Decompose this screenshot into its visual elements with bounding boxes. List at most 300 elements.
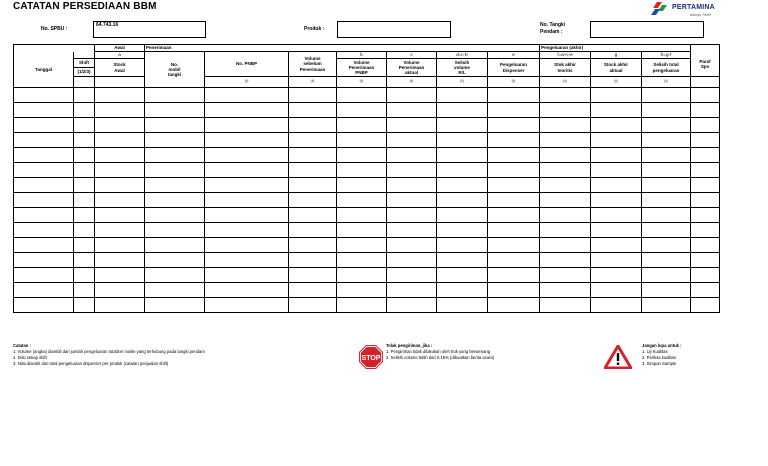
table-cell[interactable] bbox=[145, 103, 205, 118]
table-cell[interactable] bbox=[642, 298, 691, 313]
table-cell[interactable] bbox=[74, 223, 95, 238]
tangki-field[interactable] bbox=[590, 21, 704, 38]
table-cell[interactable] bbox=[145, 298, 205, 313]
table-cell[interactable] bbox=[540, 88, 591, 103]
tangki-label-line1: No. Tangki bbox=[540, 22, 566, 28]
table-cell[interactable] bbox=[691, 238, 720, 253]
table-cell[interactable] bbox=[95, 88, 145, 103]
spbu-label: No. SPBU : bbox=[41, 26, 68, 32]
table-cell[interactable] bbox=[387, 223, 437, 238]
table-cell[interactable] bbox=[642, 238, 691, 253]
col-selisih-line1: Selisih bbox=[454, 59, 470, 65]
table-cell[interactable] bbox=[14, 253, 74, 268]
col-selisih-total-line2: pengeluaran bbox=[652, 67, 680, 73]
table-cell[interactable] bbox=[437, 103, 488, 118]
table-cell[interactable] bbox=[74, 148, 95, 163]
header-cell-blank bbox=[14, 45, 95, 52]
ref-pnbp: (ii) bbox=[205, 77, 289, 88]
formula-f: f=a+c-e bbox=[540, 52, 591, 59]
table-row bbox=[14, 268, 720, 283]
table-cell[interactable] bbox=[14, 118, 74, 133]
table-cell[interactable] bbox=[488, 88, 540, 103]
table-cell[interactable] bbox=[437, 163, 488, 178]
table-cell[interactable] bbox=[591, 223, 642, 238]
table-cell[interactable] bbox=[145, 208, 205, 223]
table-cell[interactable] bbox=[205, 268, 289, 283]
table-cell[interactable] bbox=[337, 283, 387, 298]
table-cell[interactable] bbox=[205, 118, 289, 133]
table-cell[interactable] bbox=[289, 178, 337, 193]
table-cell[interactable] bbox=[540, 208, 591, 223]
pertamina-logo-icon bbox=[651, 2, 669, 16]
table-cell[interactable] bbox=[205, 283, 289, 298]
table-cell[interactable] bbox=[691, 298, 720, 313]
table-cell[interactable] bbox=[289, 148, 337, 163]
table-cell[interactable] bbox=[540, 118, 591, 133]
col-mobil-line1: No. bbox=[170, 61, 179, 67]
table-cell[interactable] bbox=[337, 298, 387, 313]
table-cell[interactable] bbox=[74, 283, 95, 298]
table-cell[interactable] bbox=[337, 193, 387, 208]
table-cell[interactable] bbox=[591, 88, 642, 103]
table-cell[interactable] bbox=[145, 268, 205, 283]
formula-g: g bbox=[591, 52, 642, 59]
table-cell[interactable] bbox=[205, 133, 289, 148]
table-cell[interactable] bbox=[642, 253, 691, 268]
table-cell[interactable] bbox=[540, 133, 591, 148]
table-cell[interactable] bbox=[642, 283, 691, 298]
table-cell[interactable] bbox=[642, 208, 691, 223]
col-stock-teoritis bbox=[540, 59, 591, 77]
table-cell[interactable] bbox=[540, 283, 591, 298]
ref-pengeluaran: (ii) bbox=[488, 77, 540, 88]
table-cell[interactable] bbox=[145, 193, 205, 208]
table-cell[interactable] bbox=[95, 193, 145, 208]
table-row bbox=[14, 208, 720, 223]
table-cell[interactable] bbox=[337, 208, 387, 223]
produk-field[interactable] bbox=[337, 21, 451, 38]
header-cell-blank bbox=[74, 77, 95, 88]
col-vol-pnbp-line1: Volume bbox=[353, 59, 370, 65]
table-cell[interactable] bbox=[289, 133, 337, 148]
col-mobil-line2: mobil bbox=[168, 66, 181, 72]
table-cell[interactable] bbox=[691, 103, 720, 118]
col-vol-pnbp-line2: Penerimaan bbox=[348, 64, 375, 70]
table-cell[interactable] bbox=[337, 178, 387, 193]
col-shift: Shift bbox=[74, 59, 95, 68]
col-stock-awal-line1: Stock bbox=[113, 62, 126, 68]
table-cell[interactable] bbox=[74, 88, 95, 103]
table-cell[interactable] bbox=[488, 253, 540, 268]
spbu-field[interactable] bbox=[93, 21, 206, 38]
table-cell[interactable] bbox=[14, 133, 74, 148]
table-cell[interactable] bbox=[14, 193, 74, 208]
jangan-title: Jangan lupa untuk : bbox=[642, 343, 682, 348]
warning-triangle-icon bbox=[604, 345, 632, 369]
table-cell[interactable] bbox=[642, 223, 691, 238]
jangan-item: 2. Periksa kualitas bbox=[642, 355, 676, 360]
table-cell[interactable] bbox=[488, 238, 540, 253]
table-cell[interactable] bbox=[145, 148, 205, 163]
table-cell[interactable] bbox=[14, 148, 74, 163]
table-cell[interactable] bbox=[145, 238, 205, 253]
table-cell[interactable] bbox=[74, 253, 95, 268]
table-cell[interactable] bbox=[95, 283, 145, 298]
table-cell[interactable] bbox=[691, 178, 720, 193]
table-cell[interactable] bbox=[387, 283, 437, 298]
table-cell[interactable] bbox=[540, 223, 591, 238]
table-cell[interactable] bbox=[205, 193, 289, 208]
ref-vol-sebelum: (ii) bbox=[289, 77, 337, 88]
table-body bbox=[14, 88, 720, 313]
table-row bbox=[14, 223, 720, 238]
table-cell[interactable] bbox=[642, 193, 691, 208]
table-cell[interactable] bbox=[691, 193, 720, 208]
col-stock-aktual-line2: aktual bbox=[609, 67, 623, 73]
group-awal: Awal bbox=[95, 45, 145, 52]
table-cell[interactable] bbox=[387, 208, 437, 223]
table-cell[interactable] bbox=[14, 208, 74, 223]
table-cell[interactable] bbox=[145, 118, 205, 133]
table-cell[interactable] bbox=[145, 133, 205, 148]
table-cell[interactable] bbox=[387, 178, 437, 193]
table-cell[interactable] bbox=[289, 238, 337, 253]
col-vol-aktual-line2: Penerimaan bbox=[398, 64, 425, 70]
table-cell[interactable] bbox=[14, 268, 74, 283]
table-cell[interactable] bbox=[642, 163, 691, 178]
col-vol-pnbp-line3: PNBP bbox=[355, 70, 368, 76]
table-row bbox=[14, 253, 720, 268]
table-cell[interactable] bbox=[337, 148, 387, 163]
stop-sign-text: STOP bbox=[361, 354, 381, 362]
table-row bbox=[14, 163, 720, 178]
table-cell[interactable] bbox=[95, 163, 145, 178]
table-row bbox=[14, 193, 720, 208]
table-cell[interactable] bbox=[387, 148, 437, 163]
table-cell[interactable] bbox=[74, 118, 95, 133]
table-cell[interactable] bbox=[74, 163, 95, 178]
col-shift-sub: (1/2/3) bbox=[74, 68, 95, 77]
table-cell[interactable] bbox=[691, 268, 720, 283]
table-cell[interactable] bbox=[691, 133, 720, 148]
table-cell[interactable] bbox=[540, 238, 591, 253]
table-cell[interactable] bbox=[14, 298, 74, 313]
table-cell[interactable] bbox=[591, 103, 642, 118]
table-cell[interactable] bbox=[95, 253, 145, 268]
table-cell[interactable] bbox=[95, 133, 145, 148]
group-pengeluaran: Pengeluaran (akhir) bbox=[540, 45, 691, 52]
table-cell[interactable] bbox=[74, 238, 95, 253]
table-cell[interactable] bbox=[488, 298, 540, 313]
table-cell[interactable] bbox=[691, 208, 720, 223]
table-cell[interactable] bbox=[591, 238, 642, 253]
col-stock-aktual bbox=[591, 59, 642, 77]
table-cell[interactable] bbox=[95, 223, 145, 238]
table-cell[interactable] bbox=[387, 88, 437, 103]
table-cell[interactable] bbox=[691, 223, 720, 238]
table-cell[interactable] bbox=[145, 178, 205, 193]
table-cell[interactable] bbox=[540, 148, 591, 163]
table-cell[interactable] bbox=[205, 103, 289, 118]
table-cell[interactable] bbox=[337, 133, 387, 148]
formula-b: b bbox=[337, 52, 387, 59]
jangan-section bbox=[642, 343, 732, 367]
table-cell[interactable] bbox=[691, 118, 720, 133]
table-cell[interactable] bbox=[74, 268, 95, 283]
table-cell[interactable] bbox=[205, 148, 289, 163]
col-pengeluaran-line1: Pengeluaran bbox=[500, 62, 528, 68]
table-cell[interactable] bbox=[540, 178, 591, 193]
table-cell[interactable] bbox=[488, 223, 540, 238]
ref-stock-teoritis: (ii) bbox=[540, 77, 591, 88]
table-cell[interactable] bbox=[387, 133, 437, 148]
table-cell[interactable] bbox=[387, 103, 437, 118]
col-vol-sebelum-line1: Volume bbox=[304, 56, 321, 62]
table-row bbox=[14, 298, 720, 313]
table-cell[interactable] bbox=[591, 253, 642, 268]
table-cell[interactable] bbox=[289, 298, 337, 313]
table-cell[interactable] bbox=[437, 283, 488, 298]
table-cell[interactable] bbox=[691, 283, 720, 298]
table-cell[interactable] bbox=[205, 223, 289, 238]
table-cell[interactable] bbox=[289, 88, 337, 103]
table-cell[interactable] bbox=[95, 268, 145, 283]
table-cell[interactable] bbox=[145, 163, 205, 178]
table-cell[interactable] bbox=[95, 298, 145, 313]
table-cell[interactable] bbox=[145, 283, 205, 298]
col-paraf-line1: Paraf bbox=[699, 58, 711, 64]
col-pengeluaran bbox=[488, 59, 540, 77]
table-cell[interactable] bbox=[591, 163, 642, 178]
tolak-section bbox=[386, 343, 586, 361]
col-mobil bbox=[145, 52, 205, 88]
table-cell[interactable] bbox=[74, 193, 95, 208]
formula-e: e bbox=[488, 52, 540, 59]
tolak-title: Tolak pengiriman, jika : bbox=[386, 343, 433, 348]
table-cell[interactable] bbox=[591, 208, 642, 223]
formula-h: h=g-f bbox=[642, 52, 691, 59]
catatan-item: 2. Diisi setiap shift bbox=[13, 355, 47, 360]
table-cell[interactable] bbox=[691, 88, 720, 103]
table-cell[interactable] bbox=[337, 118, 387, 133]
table-cell[interactable] bbox=[642, 88, 691, 103]
table-cell[interactable] bbox=[289, 208, 337, 223]
header-row-groups bbox=[14, 45, 720, 52]
col-stock-teoritis-line1: Stok akhir bbox=[554, 62, 576, 68]
table-cell[interactable] bbox=[337, 163, 387, 178]
table-cell[interactable] bbox=[14, 238, 74, 253]
table-cell[interactable] bbox=[205, 298, 289, 313]
table-cell[interactable] bbox=[14, 178, 74, 193]
table-cell[interactable] bbox=[488, 268, 540, 283]
table-cell[interactable] bbox=[387, 118, 437, 133]
table-cell[interactable] bbox=[540, 268, 591, 283]
table-cell[interactable] bbox=[337, 238, 387, 253]
table-row bbox=[14, 178, 720, 193]
table-cell[interactable] bbox=[437, 253, 488, 268]
stop-sign-icon bbox=[359, 345, 383, 369]
table-cell[interactable] bbox=[437, 178, 488, 193]
table-cell[interactable] bbox=[14, 163, 74, 178]
table-cell[interactable] bbox=[145, 88, 205, 103]
table-cell[interactable] bbox=[337, 253, 387, 268]
table-cell[interactable] bbox=[642, 103, 691, 118]
table-cell[interactable] bbox=[337, 88, 387, 103]
table-cell[interactable] bbox=[289, 163, 337, 178]
tolak-item: 1. Pengiriman tidak dilakukan oleh truk yang berwenang bbox=[386, 349, 491, 354]
table-cell[interactable] bbox=[691, 163, 720, 178]
table-cell[interactable] bbox=[691, 148, 720, 163]
table-cell[interactable] bbox=[95, 208, 145, 223]
table-cell[interactable] bbox=[591, 178, 642, 193]
col-vol-sebelum-line3: Penerimaan bbox=[299, 66, 326, 72]
catatan-item: 3. Nilai diambil dari total pengeluaran dispenser per produk (catatan penjualan shift) bbox=[13, 361, 169, 366]
table-cell[interactable] bbox=[14, 103, 74, 118]
table-cell[interactable] bbox=[289, 193, 337, 208]
table-cell[interactable] bbox=[289, 268, 337, 283]
table-cell[interactable] bbox=[205, 238, 289, 253]
table-cell[interactable] bbox=[95, 148, 145, 163]
table-cell[interactable] bbox=[387, 268, 437, 283]
table-cell[interactable] bbox=[437, 298, 488, 313]
table-cell[interactable] bbox=[437, 88, 488, 103]
table-cell[interactable] bbox=[74, 178, 95, 193]
table-cell[interactable] bbox=[488, 178, 540, 193]
table-cell[interactable] bbox=[488, 208, 540, 223]
col-stock-aktual-line1: Stock akhir bbox=[603, 62, 629, 68]
logo-name: PERTAMINA bbox=[672, 4, 715, 11]
header-cell-blank bbox=[95, 77, 145, 88]
table-cell[interactable] bbox=[289, 253, 337, 268]
table-cell[interactable] bbox=[642, 148, 691, 163]
table-cell[interactable] bbox=[205, 208, 289, 223]
header-cell-blank bbox=[74, 52, 95, 59]
table-cell[interactable] bbox=[540, 163, 591, 178]
col-stock-awal bbox=[95, 59, 145, 77]
table-cell[interactable] bbox=[289, 103, 337, 118]
table-cell[interactable] bbox=[642, 118, 691, 133]
table-cell[interactable] bbox=[488, 118, 540, 133]
col-selisih-total-line1: Selisih total bbox=[653, 62, 679, 68]
inventory-table bbox=[13, 44, 720, 313]
col-vol-pnbp bbox=[337, 59, 387, 77]
table-cell[interactable] bbox=[591, 283, 642, 298]
table-cell[interactable] bbox=[145, 223, 205, 238]
table-cell[interactable] bbox=[74, 208, 95, 223]
table-cell[interactable] bbox=[337, 103, 387, 118]
table-cell[interactable] bbox=[642, 178, 691, 193]
table-cell[interactable] bbox=[437, 118, 488, 133]
table-cell[interactable] bbox=[74, 103, 95, 118]
table-row bbox=[14, 283, 720, 298]
table-cell[interactable] bbox=[387, 163, 437, 178]
table-cell[interactable] bbox=[145, 253, 205, 268]
table-cell[interactable] bbox=[437, 133, 488, 148]
catatan-item: 1. Volume (angka) diambil dari jumlah pengeluaran totalizer nosile yang terhubung pada tangki pendam bbox=[13, 349, 205, 354]
col-pengeluaran-line2: Dispenser bbox=[502, 67, 525, 73]
table-cell[interactable] bbox=[540, 103, 591, 118]
formula-a: a bbox=[95, 52, 145, 59]
table-cell[interactable] bbox=[14, 283, 74, 298]
ref-selisih-total: (ii) bbox=[642, 77, 691, 88]
table-cell[interactable] bbox=[591, 268, 642, 283]
table-row bbox=[14, 148, 720, 163]
table-cell[interactable] bbox=[95, 178, 145, 193]
table-row bbox=[14, 118, 720, 133]
table-cell[interactable] bbox=[488, 148, 540, 163]
ref-vol-aktual: (ii) bbox=[387, 77, 437, 88]
table-cell[interactable] bbox=[437, 148, 488, 163]
table-cell[interactable] bbox=[540, 253, 591, 268]
table-cell[interactable] bbox=[488, 103, 540, 118]
table-cell[interactable] bbox=[74, 298, 95, 313]
table-cell[interactable] bbox=[14, 223, 74, 238]
col-paraf bbox=[691, 52, 720, 77]
table-cell[interactable] bbox=[387, 253, 437, 268]
table-cell[interactable] bbox=[691, 253, 720, 268]
table-cell[interactable] bbox=[95, 118, 145, 133]
table-cell[interactable] bbox=[591, 118, 642, 133]
table-cell[interactable] bbox=[642, 268, 691, 283]
table-cell[interactable] bbox=[95, 103, 145, 118]
table-cell[interactable] bbox=[591, 148, 642, 163]
table-cell[interactable] bbox=[205, 88, 289, 103]
catatan-section bbox=[13, 343, 333, 367]
table-cell[interactable] bbox=[205, 163, 289, 178]
table-cell[interactable] bbox=[488, 283, 540, 298]
col-stock-teoritis-line2: teoritis bbox=[557, 67, 573, 73]
col-tanggal: Tanggal bbox=[14, 52, 74, 88]
table-cell[interactable] bbox=[591, 133, 642, 148]
table-cell[interactable] bbox=[642, 133, 691, 148]
table-cell[interactable] bbox=[540, 193, 591, 208]
table-cell[interactable] bbox=[74, 133, 95, 148]
table-cell[interactable] bbox=[488, 193, 540, 208]
table-cell[interactable] bbox=[205, 178, 289, 193]
ref-selisih: (ii) bbox=[437, 77, 488, 88]
table-cell[interactable] bbox=[437, 193, 488, 208]
table-cell[interactable] bbox=[205, 253, 289, 268]
table-cell[interactable] bbox=[437, 268, 488, 283]
table-cell[interactable] bbox=[387, 298, 437, 313]
table-cell[interactable] bbox=[540, 298, 591, 313]
table-cell[interactable] bbox=[289, 223, 337, 238]
table-cell[interactable] bbox=[488, 163, 540, 178]
table-cell[interactable] bbox=[488, 133, 540, 148]
produk-label: Produk : bbox=[304, 26, 325, 32]
table-cell[interactable] bbox=[437, 223, 488, 238]
table-cell[interactable] bbox=[95, 238, 145, 253]
table-cell[interactable] bbox=[14, 88, 74, 103]
table-row bbox=[14, 88, 720, 103]
table-cell[interactable] bbox=[337, 268, 387, 283]
table-cell[interactable] bbox=[387, 193, 437, 208]
table-cell[interactable] bbox=[591, 298, 642, 313]
table-cell[interactable] bbox=[437, 208, 488, 223]
table-cell[interactable] bbox=[289, 283, 337, 298]
table-cell[interactable] bbox=[437, 238, 488, 253]
col-selisih bbox=[437, 59, 488, 77]
table-cell[interactable] bbox=[289, 118, 337, 133]
logo-tagline: Always There bbox=[690, 13, 712, 17]
table-row bbox=[14, 133, 720, 148]
table-cell[interactable] bbox=[337, 223, 387, 238]
col-pnbp: No. PNBP bbox=[205, 52, 289, 77]
spbu-value: 64.743.16 bbox=[96, 22, 119, 28]
table-cell[interactable] bbox=[387, 238, 437, 253]
table-cell[interactable] bbox=[591, 193, 642, 208]
formula-c: c bbox=[387, 52, 437, 59]
